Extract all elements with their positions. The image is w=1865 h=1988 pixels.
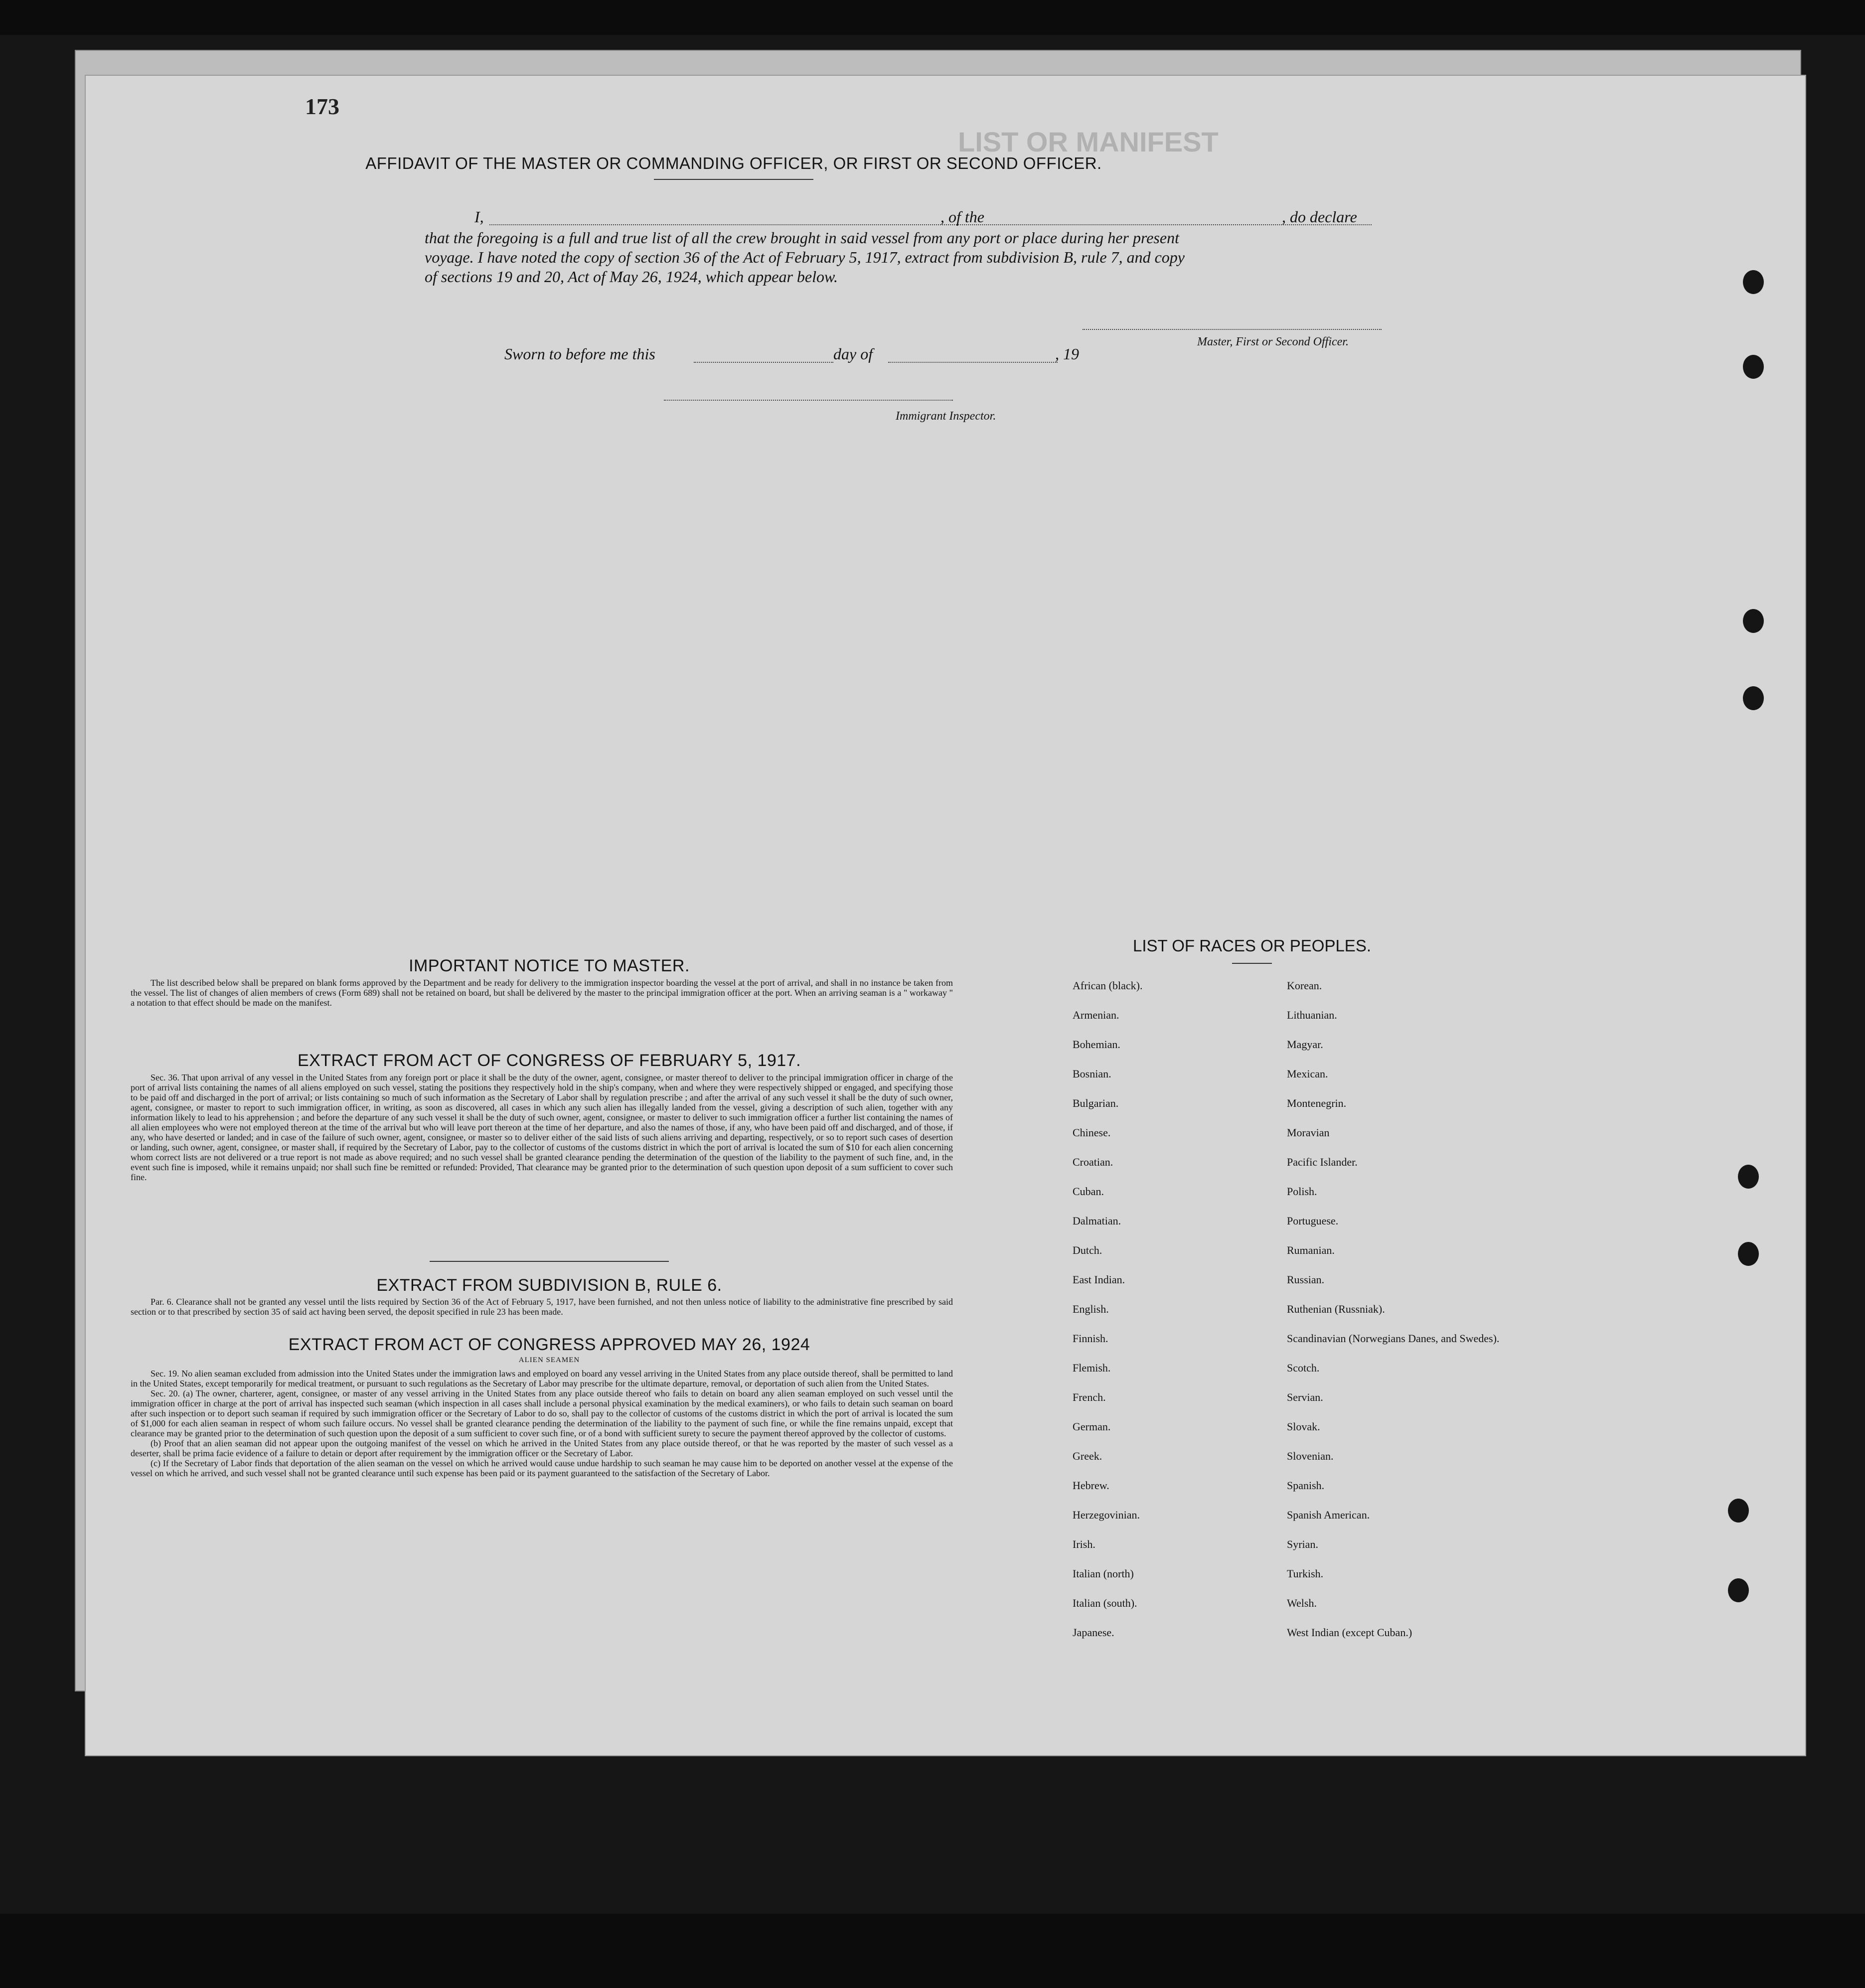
year-label: , 19 bbox=[1055, 345, 1079, 363]
races-title: LIST OF RACES OR PEOPLES. bbox=[1132, 936, 1372, 955]
affidavit-do-declare: , do declare bbox=[1282, 208, 1357, 226]
extract-1924-title: EXTRACT FROM ACT OF CONGRESS APPROVED MAY 26, 1924 bbox=[288, 1335, 810, 1354]
sworn-day-field bbox=[694, 361, 833, 363]
race-item: Magyar. bbox=[1287, 1038, 1323, 1051]
race-item: Croatian. bbox=[1073, 1156, 1113, 1168]
race-item: French. bbox=[1073, 1391, 1106, 1403]
film-bottom-edge bbox=[0, 1914, 1865, 1988]
race-item: Cuban. bbox=[1073, 1185, 1104, 1198]
film-top-edge bbox=[0, 0, 1865, 35]
affidavit-title: AFFIDAVIT OF THE MASTER OR COMMANDING OFFICER, OR FIRST OR SECOND OFFICER. bbox=[365, 154, 1102, 172]
affidavit-line-4: of sections 19 and 20, Act of May 26, 1924, which appear below. bbox=[425, 268, 838, 286]
section-20c-paragraph: (c) If the Secretary of Labor finds that deportation of the alien seaman on the vessel on which he arrived would cause undue hardship to such seaman he may cause him to be deported on another vessel at the expense of the vessel on which he arrived, and such vessel shall not be granted clearance until such expense has been paid or its payment guaranteed to the satisfaction of the Secretary of Labor. bbox=[131, 1458, 953, 1478]
races-column-2 bbox=[1287, 979, 1499, 1656]
race-item: Ruthenian (Russniak). bbox=[1287, 1303, 1385, 1315]
race-item: Chinese. bbox=[1073, 1126, 1111, 1139]
alien-seamen-subtitle: ALIEN SEAMEN bbox=[518, 1356, 580, 1364]
race-item: Japanese. bbox=[1073, 1626, 1114, 1639]
inspector-signature-line bbox=[664, 400, 953, 401]
race-item: West Indian (except Cuban.) bbox=[1287, 1626, 1412, 1639]
section-20a-paragraph: Sec. 20. (a) The owner, charterer, agent, consignee, or master of any vessel arriving in the United States from any place outside thereof who fails to detain on board any alien seaman employed on such vessel until the immigration officer in charge at the port of arrival has inspected such seaman (which inspection in all cases shall include a personal physical examination by the medical examiners), or who fails to detain such seaman on board after such inspection or to deport such seaman if required by such immigration officer or the Secretary of Labor to do so, shall pay to the collector of customs of the customs district in which the port of arrival is located the sum of $1,000 for each alien seaman in respect of whom such failure occurs. No vessel shall be granted clearance pending the determination of the liability to the payment of such fine, or while the fine remains unpaid, except that clearance may be granted prior to the determination of such question upon the deposit of a sum sufficient to cover such fine, or of a bond with sufficient surety to secure the payment thereof approved by the collector of customs. bbox=[131, 1388, 953, 1438]
race-item: Herzegovinian. bbox=[1073, 1509, 1140, 1521]
sworn-month-field bbox=[888, 361, 1058, 363]
race-item: Russian. bbox=[1287, 1273, 1325, 1286]
race-item: African (black). bbox=[1073, 979, 1143, 992]
bleed-through-title: LIST OR MANIFEST bbox=[958, 126, 1219, 157]
affidavit-i: I, bbox=[474, 208, 484, 226]
section-36-paragraph: Sec. 36. That upon arrival of any vessel in the United States from any foreign port or place it shall be the duty of the owner, agent, consignee, or master thereof to deliver to the principal immigration officer in charge of the port of arrival lists containing the names of all aliens employed on such vessel, stating the positions they respectively hold in the ship's company, when and where they were respectively shipped or engaged, and specifying those to be paid off and discharged in the port of arrival; or lists containing so much of such information as the Secretary of Labor shall by regulation prescribe ; and after the arrival of any such vessel it shall be the duty of such owner, agent, consignee, or master to report to such immigration officer, in writing, as soon as discovered, all cases in which any such alien has illegally landed from the vessel, giving a description of such alien, together with any information likely to lead to his apprehension ; and before the departure of any such vessel it shall be the duty of such owner, agent, consignee, or master to deliver to such immigration officer a further list containing the names of all alien employees who were not employed thereon at the time of the arrival but who will leave port thereon at the time of her departure, and also the names of those, if any, who have been paid off and discharged, and of those, if any, who have deserted or landed; and in case of the failure of such owner, agent, consignee, or master so to deliver either of the said lists of such aliens arriving and departing, respectively, or so to report such cases of desertion or landing, such owner, agent, consignee, or master shall, if required by the Secretary of Labor, pay to the collector of customs of the customs district in which the port of arrival is located the sum of $10 for each alien concerning whom correct lists are not delivered or a true report is not made as above required; and no such vessel shall be granted clearance pending the determination of the question of the liability to the payment of such fine, and, in the event such fine is imposed, while it remains unpaid; nor shall such fine be remitted or refunded: Provided, That clearance may be granted prior to the determination of such question upon deposit of a sum sufficient to cover such fine. bbox=[131, 1072, 953, 1182]
extract-1917-text bbox=[131, 1072, 953, 1182]
punch-hole bbox=[1738, 1165, 1759, 1189]
race-item: Korean. bbox=[1287, 979, 1322, 992]
sworn-label: Sworn to before me this bbox=[504, 345, 655, 363]
race-item: Slovenian. bbox=[1287, 1450, 1334, 1462]
master-signature-label: Master, First or Second Officer. bbox=[1197, 335, 1349, 348]
notice-title: IMPORTANT NOTICE TO MASTER. bbox=[409, 956, 690, 975]
race-item: Montenegrin. bbox=[1287, 1097, 1347, 1109]
punch-hole bbox=[1743, 355, 1764, 379]
notice-paragraph: The list described below shall be prepared on blank forms approved by the Department and be ready for delivery to the immigration inspector boarding the vessel at the port of arrival, and shall in no instance be taken from the vessel. The list of changes of alien members of crews (Form 689) shall not be retained on board, but shall be delivered by the master to the principal immigration officer at the port. When an arriving seaman is a " workaway " a notation to that effect should be made on the manifest. bbox=[131, 978, 953, 1008]
par-6-paragraph: Par. 6. Clearance shall not be granted any vessel until the lists required by Section 36 of the Act of February 5, 1917, have been furnished, and not then unless notice of liability to the administrative fine prescribed by said section or to that prescribed by section 35 of said act having been served, the deposit specified in rule 23 has been made. bbox=[131, 1297, 953, 1317]
inspector-label: Immigrant Inspector. bbox=[896, 410, 996, 423]
affidavit-of-the: , of the bbox=[940, 208, 984, 226]
race-item: Welsh. bbox=[1287, 1597, 1317, 1609]
race-item: Syrian. bbox=[1287, 1538, 1318, 1550]
section-19-paragraph: Sec. 19. No alien seaman excluded from admission into the United States under the immigration laws and employed on board any vessel arriving in the United States from any place outside thereof, shall be permitted to land in the United States, except temporarily for medical treatment, or pursuant to such regulations as the Secretary of Labor may prescribe for the ultimate departure, removal, or deportation of such alien from the United States. bbox=[131, 1369, 953, 1388]
race-item: Greek. bbox=[1073, 1450, 1102, 1462]
extract-1917-rule bbox=[430, 1261, 669, 1262]
race-item: Servian. bbox=[1287, 1391, 1323, 1403]
race-item: Mexican. bbox=[1287, 1068, 1328, 1080]
race-item: Armenian. bbox=[1073, 1009, 1119, 1021]
document-page bbox=[85, 75, 1806, 1756]
race-item: Lithuanian. bbox=[1287, 1009, 1337, 1021]
extract-1917-title: EXTRACT FROM ACT OF CONGRESS OF FEBRUARY 5, 1917. bbox=[297, 1051, 801, 1070]
page-number: 173 bbox=[305, 94, 339, 119]
affidavit-title-rule bbox=[654, 179, 813, 180]
affidavit-line-3: voyage. I have noted the copy of section 36 of the Act of February 5, 1917, extract from subdivision B, rule 7, and copy bbox=[425, 248, 1185, 266]
race-item: Pacific Islander. bbox=[1287, 1156, 1358, 1168]
race-item: Flemish. bbox=[1073, 1362, 1111, 1374]
punch-hole bbox=[1728, 1578, 1749, 1602]
subdivision-text bbox=[131, 1297, 953, 1317]
section-20b-paragraph: (b) Proof that an alien seaman did not appear upon the outgoing manifest of the vessel on which he arrived in the United States from any place outside thereof, or that he was reported by the master of such vessel as a deserter, shall be prima facie evidence of a failure to detain or deport after requirement by the immigration officer or the Secretary of Labor. bbox=[131, 1438, 953, 1458]
race-item: Scotch. bbox=[1287, 1362, 1320, 1374]
day-of-label: day of bbox=[833, 345, 873, 363]
punch-hole bbox=[1743, 270, 1764, 294]
subdivision-title: EXTRACT FROM SUBDIVISION B, RULE 6. bbox=[376, 1276, 722, 1295]
name-field bbox=[489, 223, 1013, 225]
race-item: Portuguese. bbox=[1287, 1215, 1339, 1227]
race-item: Polish. bbox=[1287, 1185, 1317, 1198]
race-item: Bulgarian. bbox=[1073, 1097, 1119, 1109]
race-item: English. bbox=[1073, 1303, 1109, 1315]
race-item: East Indian. bbox=[1073, 1273, 1125, 1286]
punch-hole bbox=[1738, 1242, 1759, 1266]
race-item: Bohemian. bbox=[1073, 1038, 1120, 1051]
race-item: Scandinavian (Norwegians Danes, and Swedes). bbox=[1287, 1332, 1500, 1345]
race-item: Spanish. bbox=[1287, 1479, 1325, 1492]
race-item: Slovak. bbox=[1287, 1420, 1320, 1433]
race-item: Finnish. bbox=[1073, 1332, 1108, 1345]
race-item: Bosnian. bbox=[1073, 1068, 1111, 1080]
race-item: Moravian bbox=[1287, 1126, 1330, 1139]
master-signature-line bbox=[1083, 328, 1382, 330]
punch-hole bbox=[1743, 609, 1764, 633]
race-item: Dalmatian. bbox=[1073, 1215, 1121, 1227]
punch-hole bbox=[1728, 1499, 1749, 1523]
race-item: Italian (south). bbox=[1073, 1597, 1137, 1609]
punch-hole bbox=[1743, 686, 1764, 710]
race-item: Hebrew. bbox=[1073, 1479, 1109, 1492]
race-item: Dutch. bbox=[1073, 1244, 1102, 1256]
race-item: Irish. bbox=[1073, 1538, 1095, 1550]
affidavit-line-2: that the foregoing is a full and true list of all the crew brought in said vessel from any port or place during her present bbox=[425, 229, 1179, 247]
races-column-1 bbox=[1073, 979, 1142, 1656]
race-item: Italian (north) bbox=[1073, 1567, 1134, 1580]
race-item: German. bbox=[1073, 1420, 1111, 1433]
extract-1924-text bbox=[131, 1369, 953, 1478]
races-title-rule bbox=[1232, 963, 1272, 964]
race-item: Rumanian. bbox=[1287, 1244, 1335, 1256]
race-item: Spanish American. bbox=[1287, 1509, 1370, 1521]
race-item: Turkish. bbox=[1287, 1567, 1324, 1580]
notice-text bbox=[131, 978, 953, 1008]
